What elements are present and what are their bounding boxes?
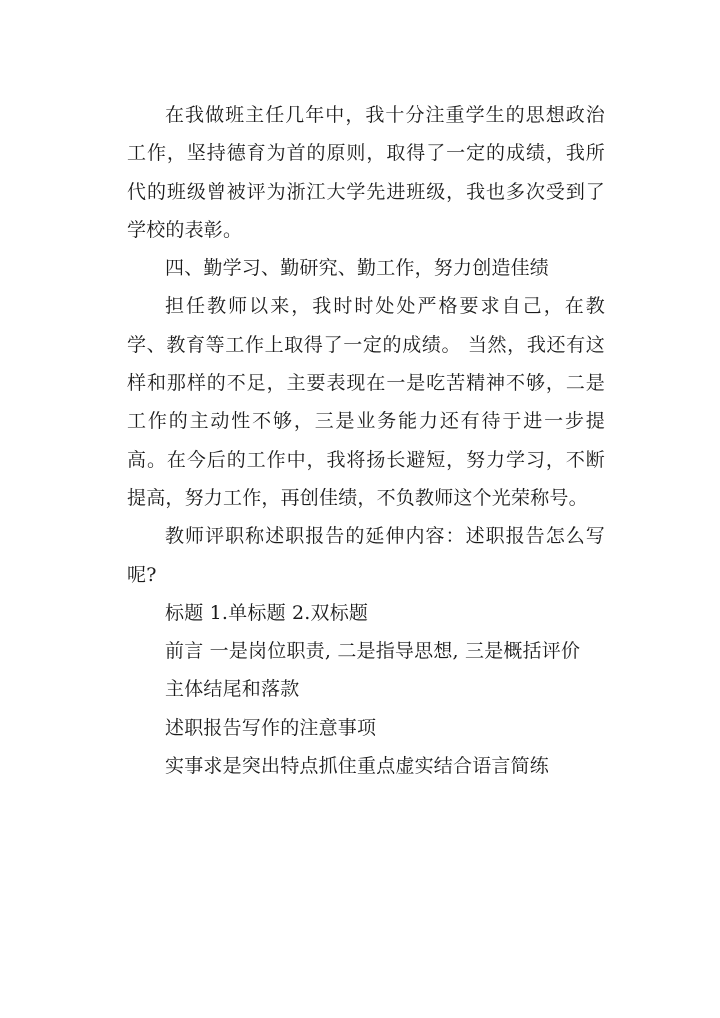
document-body [127,96,605,785]
outline-item-title: 标题 1.单标题 2.双标题 [165,601,369,624]
outline-item-preface: 前言 一是岗位职责, 二是指导思想, 三是概括评价 [165,640,581,663]
paragraph-teaching-summary: 担任教师以来，我时时处处严格要求自己，在教学、教育等工作上取得了一定的成绩。 当然，我还有这样和那样的不足，主要表现在一是吃苦精神不够，二是工作的主动性不够，三是业务能力还有待于进一步提高。在今后的工作中，我将扬长避短，努力学习，不断提高，努力工作，再创佳绩，不负教师这个光荣称号。 [127,295,605,509]
section-heading-four: 四、勤学习、勤研究、勤工作，努力创造佳绩 [165,257,550,280]
paragraph-class-teacher-work: 在我做班主任几年中，我十分注重学生的思想政治工作，坚持德育为首的原则，取得了一定的成绩，我所代的班级曾被评为浙江大学先进班级，我也多次受到了学校的表彰。 [127,104,605,241]
outline-item-notes: 述职报告写作的注意事项 [165,716,377,739]
paragraph-extension-intro: 教师评职称述职报告的延伸内容：述职报告怎么写呢? [127,525,605,586]
outline-item-body: 主体结尾和落款 [165,678,300,701]
outline-item-principles: 实事求是突出特点抓住重点虚实结合语言简练 [165,755,550,778]
